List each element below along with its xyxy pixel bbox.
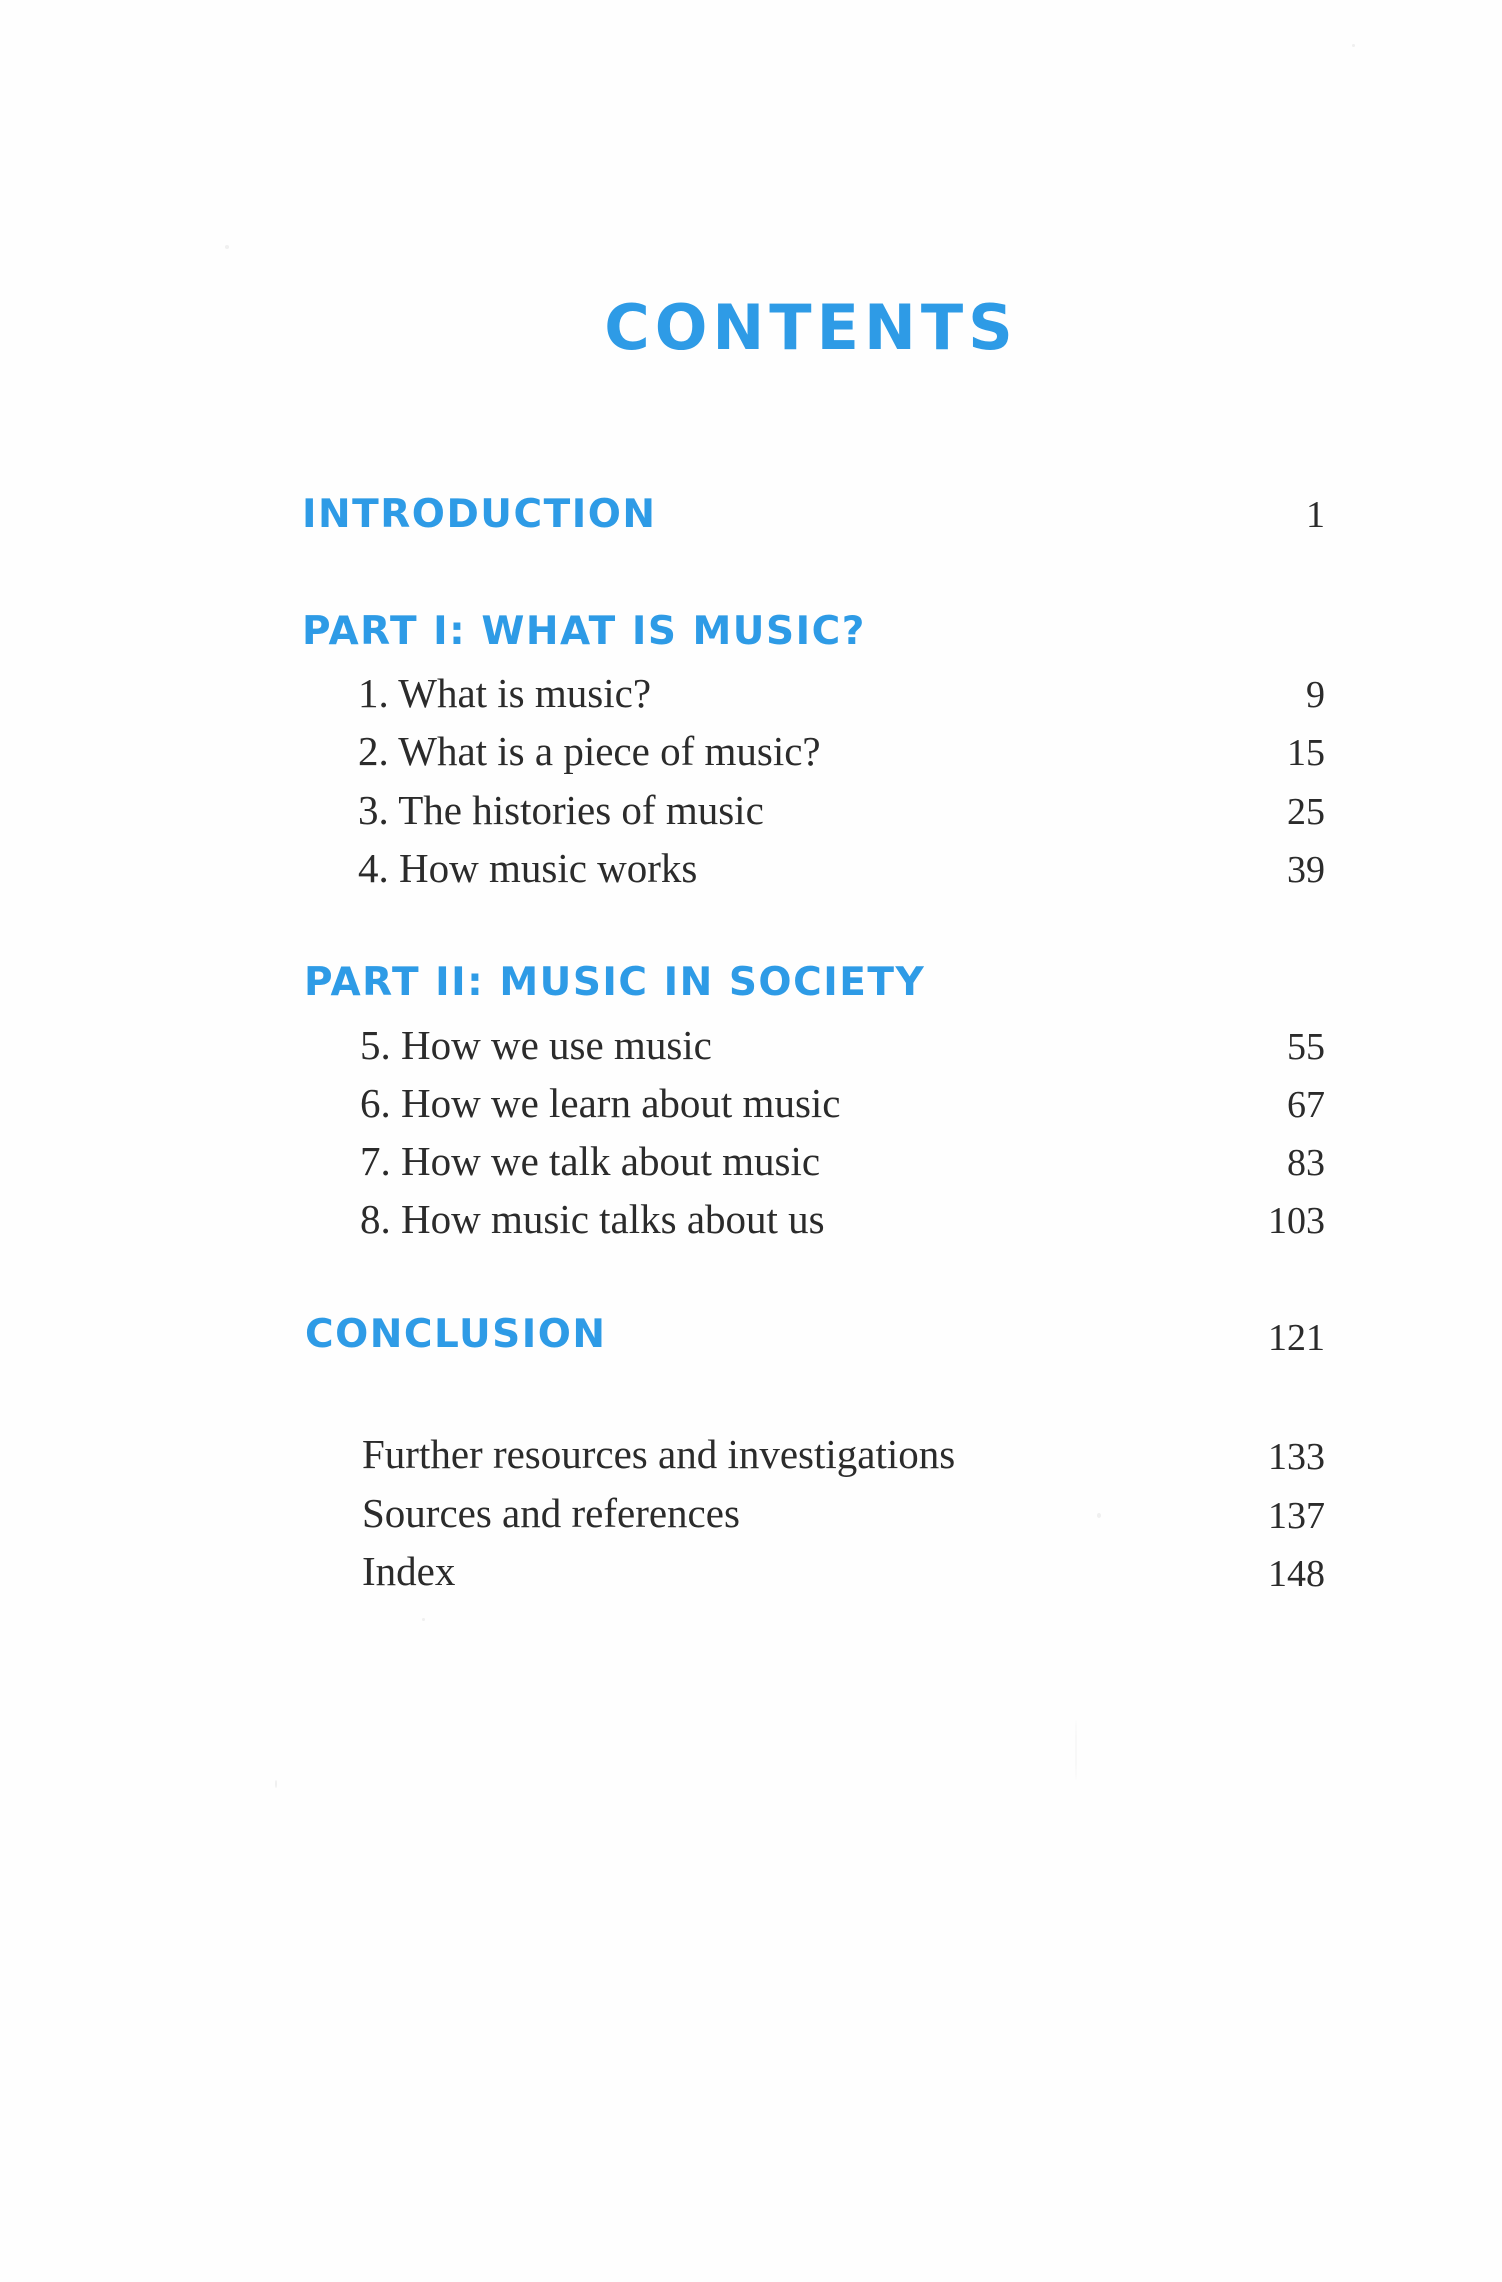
page-number: 137 — [1268, 1495, 1325, 1537]
page-number: 39 — [1287, 849, 1325, 891]
back-matter-title: Further resources and investigations — [362, 1431, 956, 1477]
page-number: 83 — [1287, 1142, 1325, 1184]
toc-entry-further-resources[interactable] — [0, 1429, 1502, 1489]
part-heading-part1: PART I: WHAT IS MUSIC? — [302, 609, 866, 654]
toc-entry-chapter-8[interactable] — [0, 1194, 1502, 1254]
scan-speck — [225, 245, 229, 249]
page-number: 15 — [1287, 732, 1325, 774]
chapter-title: 8. How music talks about us — [360, 1196, 825, 1242]
toc-entry-chapter-4[interactable] — [0, 843, 1502, 903]
toc-entry-index[interactable] — [0, 1546, 1502, 1606]
page-number: 67 — [1287, 1084, 1325, 1126]
chapter-title: 7. How we talk about music — [360, 1138, 821, 1184]
page-number: 9 — [1306, 674, 1325, 716]
toc-entry-chapter-7[interactable] — [0, 1136, 1502, 1196]
scan-speck — [422, 1618, 425, 1621]
toc-entry-chapter-1[interactable] — [0, 668, 1502, 728]
toc-part-heading-part2[interactable] — [0, 958, 1502, 1018]
toc-entry-sources[interactable] — [0, 1488, 1502, 1548]
section-heading-conclusion: CONCLUSION — [305, 1312, 607, 1357]
scan-speck — [1352, 44, 1355, 47]
toc-entry-chapter-2[interactable] — [0, 726, 1502, 786]
page-number: 1 — [1306, 494, 1325, 536]
part-heading-part2: PART II: MUSIC IN SOCIETY — [304, 960, 926, 1005]
page-title: CONTENTS — [604, 291, 1018, 364]
page-number: 133 — [1268, 1436, 1325, 1478]
chapter-title: 2. What is a piece of music? — [358, 728, 821, 774]
chapter-title: 4. How music works — [358, 845, 698, 891]
page-number: 25 — [1287, 791, 1325, 833]
back-matter-title: Sources and references — [362, 1490, 740, 1536]
chapter-title: 6. How we learn about music — [360, 1080, 841, 1126]
chapter-title: 1. What is music? — [358, 670, 652, 716]
page-number: 148 — [1268, 1553, 1325, 1595]
toc-entry-conclusion[interactable] — [0, 1310, 1502, 1370]
scan-speck — [275, 1780, 277, 1788]
scan-speck — [1075, 1720, 1077, 1780]
page-number: 103 — [1268, 1200, 1325, 1242]
toc-entry-chapter-3[interactable] — [0, 785, 1502, 845]
page-number: 121 — [1268, 1317, 1325, 1359]
chapter-title: 3. The histories of music — [358, 787, 764, 833]
toc-entry-chapter-6[interactable] — [0, 1078, 1502, 1138]
back-matter-title: Index — [362, 1548, 456, 1594]
toc-entry-chapter-5[interactable] — [0, 1020, 1502, 1080]
page-number: 55 — [1287, 1026, 1325, 1068]
toc-entry-introduction[interactable] — [0, 490, 1502, 550]
section-heading-introduction: INTRODUCTION — [302, 492, 657, 537]
chapter-title: 5. How we use music — [360, 1022, 712, 1068]
toc-part-heading-part1[interactable] — [0, 607, 1502, 667]
